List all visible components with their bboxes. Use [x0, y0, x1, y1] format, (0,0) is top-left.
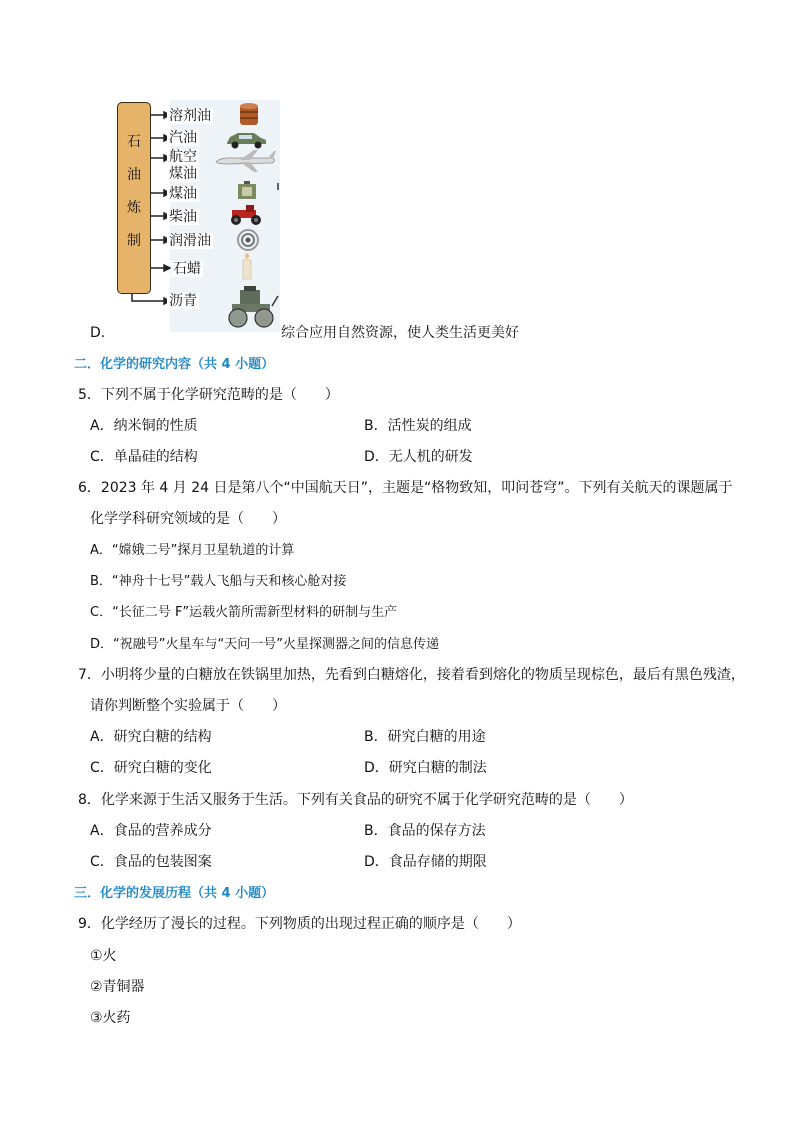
q5-option-a: A．纳米铜的性质	[90, 418, 198, 434]
oil-drum-icon	[238, 102, 260, 128]
q5-option-c: C．单晶硅的结构	[90, 449, 198, 465]
q6-option-d: D．“祝融号”火星车与“天问一号”火星探测器之间的信息传递	[90, 637, 439, 652]
product-aviation: 航空	[169, 149, 197, 165]
q8-option-d: D．食品存储的期限	[364, 854, 487, 870]
section-3-heading: 三．化学的发展历程（共 4 小题）	[74, 886, 275, 901]
refining-char: 炼	[127, 200, 141, 216]
q5-stem: 5．下列不属于化学研究范畴的是（ ）	[78, 387, 339, 403]
q9-item-3: ③火药	[90, 1010, 131, 1026]
airplane-icon	[214, 148, 278, 174]
lamp-icon	[234, 180, 260, 202]
petroleum-refining-figure	[114, 100, 280, 332]
section-2-heading: 二．化学的研究内容（共 4 小题）	[74, 357, 275, 372]
refining-char: 油	[127, 167, 141, 183]
q4-option-d-text: 综合应用自然资源，使人类生活更美好	[281, 325, 519, 341]
refining-char: 制	[127, 233, 141, 249]
product-paraffin: 石蜡	[173, 261, 201, 277]
q7-option-d: D．研究白糖的制法	[364, 760, 487, 776]
q8-stem: 8．化学来源于生活又服务于生活。下列有关食品的研究不属于化学研究范畴的是（ ）	[78, 792, 633, 808]
refining-char: 石	[127, 134, 141, 150]
q7-option-c: C．研究白糖的变化	[90, 760, 212, 776]
product-kerosene: 煤油	[169, 186, 197, 202]
q6-stem-line2: 化学学科研究领域的是（ ）	[90, 511, 286, 527]
q6-option-b: B．“神舟十七号”载人飞船与天和核心舱对接	[90, 574, 347, 589]
q6-stem-line1: 6．2023 年 4 月 24 日是第八个“中国航天日”，主题是“格物致知，叩问苍穹”。下列有关航天的课题属于	[78, 480, 733, 496]
q9-item-1: ①火	[90, 948, 117, 964]
q7-option-b: B．研究白糖的用途	[364, 729, 486, 745]
refining-box	[117, 102, 151, 294]
q5-option-b: B．活性炭的组成	[364, 418, 472, 434]
q5-option-d: D．无人机的研发	[364, 449, 473, 465]
q8-option-c: C．食品的包装图案	[90, 854, 212, 870]
oil-ring-icon	[236, 228, 260, 252]
product-gasoline: 汽油	[169, 130, 197, 146]
product-kerosene-2: 煤油	[169, 166, 197, 182]
product-diesel: 柴油	[169, 209, 197, 225]
q7-stem-line2: 请你判断整个实验属于（ ）	[90, 698, 286, 714]
q7-stem-line1: 7．小明将少量的白糖放在铁锅里加热，先看到白糖熔化，接着看到熔化的物质呈现棕色，最后有黑色残渣，	[78, 667, 745, 683]
product-asphalt: 沥青	[169, 293, 197, 309]
q8-option-b: B．食品的保存方法	[364, 823, 486, 839]
q9-item-2: ②青铜器	[90, 979, 145, 995]
product-solvent-oil: 溶剂油	[169, 108, 211, 124]
q6-option-a: A．“嫦娥二号”探月卫星轨道的计算	[90, 543, 295, 558]
candle-icon	[238, 252, 256, 282]
q4-option-d-label: D．	[90, 325, 115, 341]
tractor-icon	[228, 204, 266, 226]
q6-option-c: C．“长征二号 F”运载火箭所需新型材料的研制与生产	[90, 605, 398, 620]
product-lubricant: 润滑油	[169, 233, 211, 249]
q8-option-a: A．食品的营养成分	[90, 823, 212, 839]
q7-option-a: A．研究白糖的结构	[90, 729, 212, 745]
road-roller-icon	[224, 286, 280, 330]
car-icon	[224, 128, 268, 150]
q9-stem: 9．化学经历了漫长的过程。下列物质的出现过程正确的顺序是（ ）	[78, 916, 521, 932]
